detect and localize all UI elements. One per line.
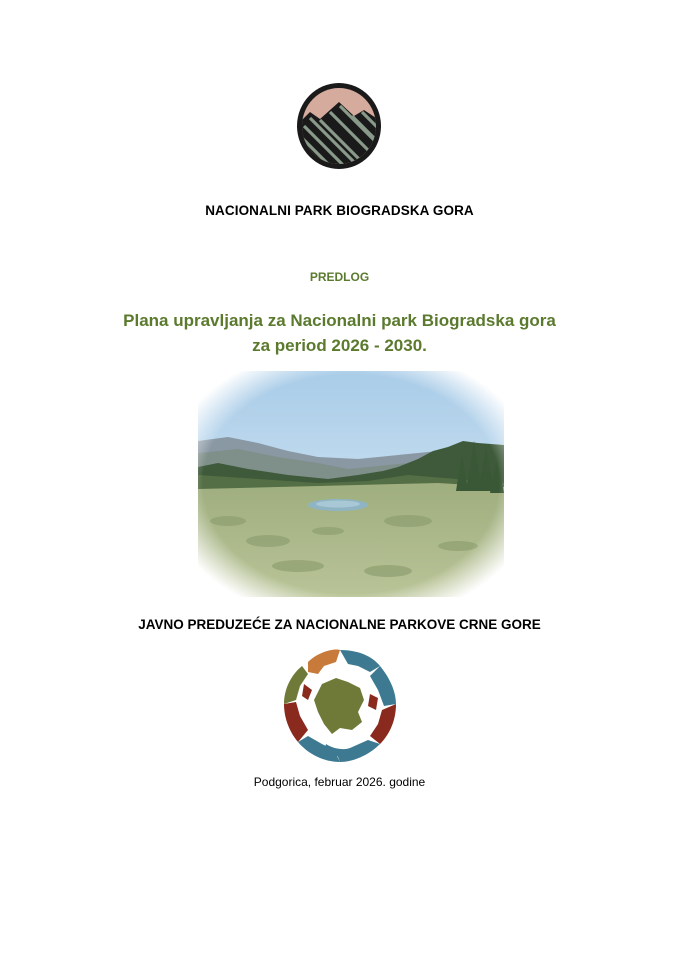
document-title xyxy=(0,308,679,358)
park-name-heading: NACIONALNI PARK BIOGRADSKA GORA xyxy=(205,203,474,218)
national-parks-emblem-icon xyxy=(278,644,402,768)
publisher-heading: JAVNO PREDUZEĆE ZA NACIONALNE PARKOVE CRNE GORE xyxy=(138,617,541,632)
park-logo-icon xyxy=(296,82,382,170)
document-title-line-2: za period 2026 - 2030. xyxy=(252,336,427,355)
mountain-meadow-photo xyxy=(198,371,504,597)
document-title-line-1: Plana upravljanja za Nacionalni park Biogradska gora xyxy=(123,311,556,330)
place-and-date: Podgorica, februar 2026. godine xyxy=(253,775,426,789)
document-kind-label: PREDLOG xyxy=(309,270,370,284)
